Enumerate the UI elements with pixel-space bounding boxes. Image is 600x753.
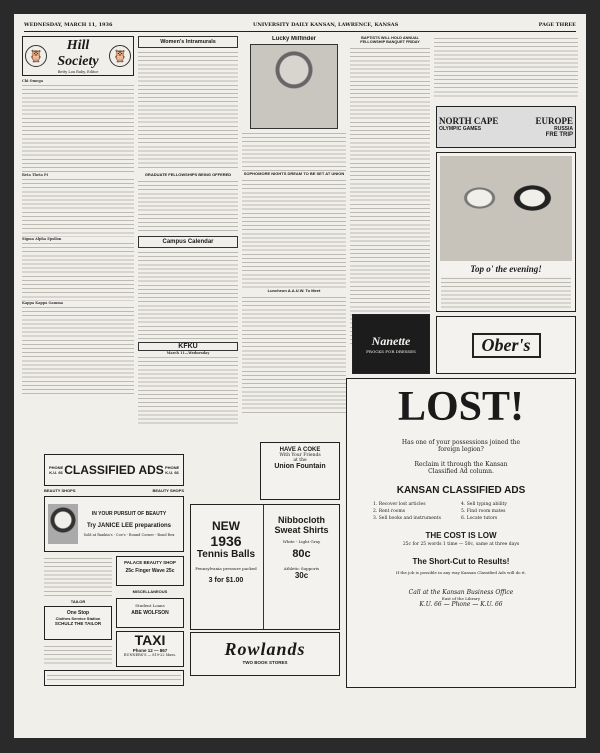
one-stop-line1: One Stop <box>66 610 90 616</box>
nanette-sub: FROCKS FOR DRESSES <box>366 349 416 354</box>
woman-portrait <box>48 504 78 544</box>
sophomore-title: SOPHOMORE NIGHTS DREAM TO BE SET AT UNION <box>243 171 345 176</box>
loans-line1: Student Loans <box>135 603 165 608</box>
section-heading: Kappa Kappa Gamma <box>22 301 63 306</box>
loans-line2: ABE WOLFSON <box>131 610 169 616</box>
lucky-title: Lucky Milfinder <box>271 36 316 42</box>
news-column <box>242 36 346 456</box>
womens-title: Women's Intramurals <box>138 36 238 48</box>
lost-list <box>373 502 549 521</box>
society-header <box>22 36 134 76</box>
rowlands-sub: TWO BOOK STORES <box>242 660 288 665</box>
intramurals-column <box>138 36 238 456</box>
lost-title: KANSAN CLASSIFIED ADS <box>396 485 526 496</box>
graduate-title: GRADUATE FELLOWSHIPS BEING OFFERED <box>144 172 232 177</box>
taxi-phone: Phone 12 — 867 <box>132 648 168 653</box>
classified-title: CLASSIFIED ADS <box>64 463 164 477</box>
north-cape-line2: EUROPE <box>535 116 573 126</box>
lost-ad <box>346 378 576 688</box>
coke-line3: at the <box>293 458 307 463</box>
kfku-title: KFKU <box>138 342 238 351</box>
list-item: 6. Locate tutors <box>461 516 498 521</box>
obers-title: Ober's <box>472 333 541 358</box>
tennis-item: Tennis Balls <box>196 549 256 560</box>
kfku-date: March 11—Wednesday <box>166 351 210 355</box>
list-item: 1. Recover lost articles <box>373 502 426 507</box>
nanette-ad <box>352 314 430 374</box>
one-stop-ad <box>44 606 112 640</box>
north-cape-line5: FRE TRIP <box>545 132 573 138</box>
specials-text <box>44 556 112 596</box>
lost-cost-title: THE COST IS LOW <box>425 531 497 540</box>
lost-call1: Call at the Kansan Business Office <box>408 589 514 596</box>
beauty-shops-row <box>44 488 184 493</box>
janice-line3: Sold at Rankin's - Coe's - Round Corner - Bond Rex <box>83 533 175 537</box>
taxi-ad <box>116 631 184 667</box>
baptist-column <box>350 36 430 346</box>
arrow-shirt-ad <box>436 152 576 312</box>
tennis-price: 3 for $1.00 <box>208 577 244 584</box>
janice-line1: IN YOUR PURSUIT OF BEAUTY <box>91 511 167 517</box>
section-heading: Sigma Alpha Epsilon <box>22 237 62 242</box>
nibbo-price: 80c <box>292 548 311 560</box>
masthead <box>24 22 576 32</box>
north-cape-ad <box>436 106 576 148</box>
list-item: 3. Sell books and instruments <box>373 516 441 521</box>
classified-phone-right: PHONE K.U. 66 <box>165 465 180 475</box>
lucky-photo <box>250 44 338 129</box>
one-stop-line2: Clothes Service Station <box>55 616 101 621</box>
student-loans-ad <box>116 598 184 628</box>
lost-cost-line: 25c for 25 words 1 time — 50c, same at three days <box>402 542 520 547</box>
coke-line2: With Your Friends <box>279 453 321 458</box>
nibbo-line1: Nibbocloth <box>278 515 325 525</box>
obers-ad <box>436 316 576 374</box>
rowlands-ad <box>190 632 340 676</box>
list-item: 5. Find room mates <box>461 509 506 514</box>
society-column <box>22 36 134 446</box>
notice-text <box>44 644 112 666</box>
section-heading: Chi Omega <box>22 79 43 83</box>
nibbo-line2: Sweat Shirts <box>274 525 329 535</box>
north-cape-line3: OLYMPIC GAMES <box>439 126 482 132</box>
tennis-brand: Pennsylvania pressure packed <box>195 566 257 571</box>
newspaper-page <box>14 14 586 738</box>
coke-line4: Union Fountain <box>274 463 326 470</box>
tennis-year: 1936 <box>210 533 242 549</box>
beauty-shops-left: BEAUTY SHOPS <box>44 488 76 493</box>
one-stop-line3: SCHULZ THE TAILOR <box>54 621 102 626</box>
arrow-headline: Top o' the evening! <box>470 264 542 274</box>
tennis-new: NEW <box>212 519 240 533</box>
lost-fine: If the job is possible in any way Kansan Classified Ads will do it. <box>396 570 526 575</box>
lost-r2: Classified Ad column. <box>428 468 494 475</box>
lost-short-cut: The Short-Cut to Results! <box>412 557 510 566</box>
travel-text <box>434 36 578 106</box>
baptists-title: BAPTISTS WILL HOLD ANNUAL FELLOWSHIP BANQUET FRIDAY <box>360 36 420 44</box>
lost-q2: foreign legion? <box>438 446 484 453</box>
north-cape-line4: RUSSIA <box>554 126 573 132</box>
arrow-illustration <box>440 156 572 261</box>
lost-r1: Reclaim it through the Kansan <box>414 461 508 468</box>
janice-lee-ad <box>44 496 184 552</box>
lost-phone: K.U. 66 — Phone — K.U. 66 <box>419 601 503 608</box>
tennis-sweat-ad <box>190 504 340 630</box>
coke-line1: HAVE A COKE <box>279 447 321 453</box>
section-heading: Beta Theta Pi <box>22 173 48 178</box>
classified-header <box>44 454 184 486</box>
masthead-title: UNIVERSITY DAILY KANSAN, LAWRENCE, KANSAS <box>252 22 399 28</box>
lost-call2: East of the Library <box>441 596 481 601</box>
lost-q1: Has one of your possessions joined the <box>401 439 521 446</box>
taxi-title: TAXI <box>134 632 166 648</box>
palace-sub: 25c Finger Wave 25c <box>125 568 175 574</box>
aau-title: Luncheon A.A.U.W. To Meet <box>267 288 321 293</box>
classified-phone-left: PHONE K.U. 66 <box>49 465 64 475</box>
list-item: 2. Rent rooms <box>373 509 406 514</box>
society-editor: Betty Lou Ruby, Editor <box>57 70 99 74</box>
lost-headline: LOST! <box>397 384 525 430</box>
coke-ad <box>260 442 340 500</box>
misc-heading: MISCELLANEOUS <box>132 589 168 594</box>
nibbo-block <box>263 505 339 629</box>
nibbo-line5: Athletic Supports <box>283 566 320 571</box>
bottom-notice <box>44 670 184 686</box>
nibbo-line3: White - Light Gray <box>282 539 321 544</box>
north-cape-line1: NORTH CAPE <box>439 116 499 126</box>
palace-ad <box>116 556 184 586</box>
rowlands-title: Rowlands <box>224 639 306 659</box>
list-item: 4. Sell typing ability <box>461 502 507 507</box>
society-title: Hill Society <box>57 38 99 69</box>
masthead-date: WEDNESDAY, MARCH 11, 1936 <box>24 22 113 28</box>
tailor-heading: TAILOR <box>70 599 86 604</box>
janice-line2: Try JANICE LEE preparations <box>86 523 172 529</box>
owl-icon: 🦉 <box>109 45 131 67</box>
beauty-shops-right: BEAUTY SHOPS <box>152 488 184 493</box>
tennis-block <box>191 505 261 629</box>
nanette-title: Nanette <box>371 334 411 348</box>
owl-icon: 🦉 <box>25 45 47 67</box>
masthead-page: PAGE THREE <box>538 22 576 28</box>
taxi-address: RUNNERS'S — 819-22 Mass. <box>123 653 177 657</box>
palace-title: PALACE BEAUTY SHOP <box>124 560 176 565</box>
calendar-title: Campus Calendar <box>138 236 238 248</box>
nibbo-price2: 30c <box>294 571 309 580</box>
